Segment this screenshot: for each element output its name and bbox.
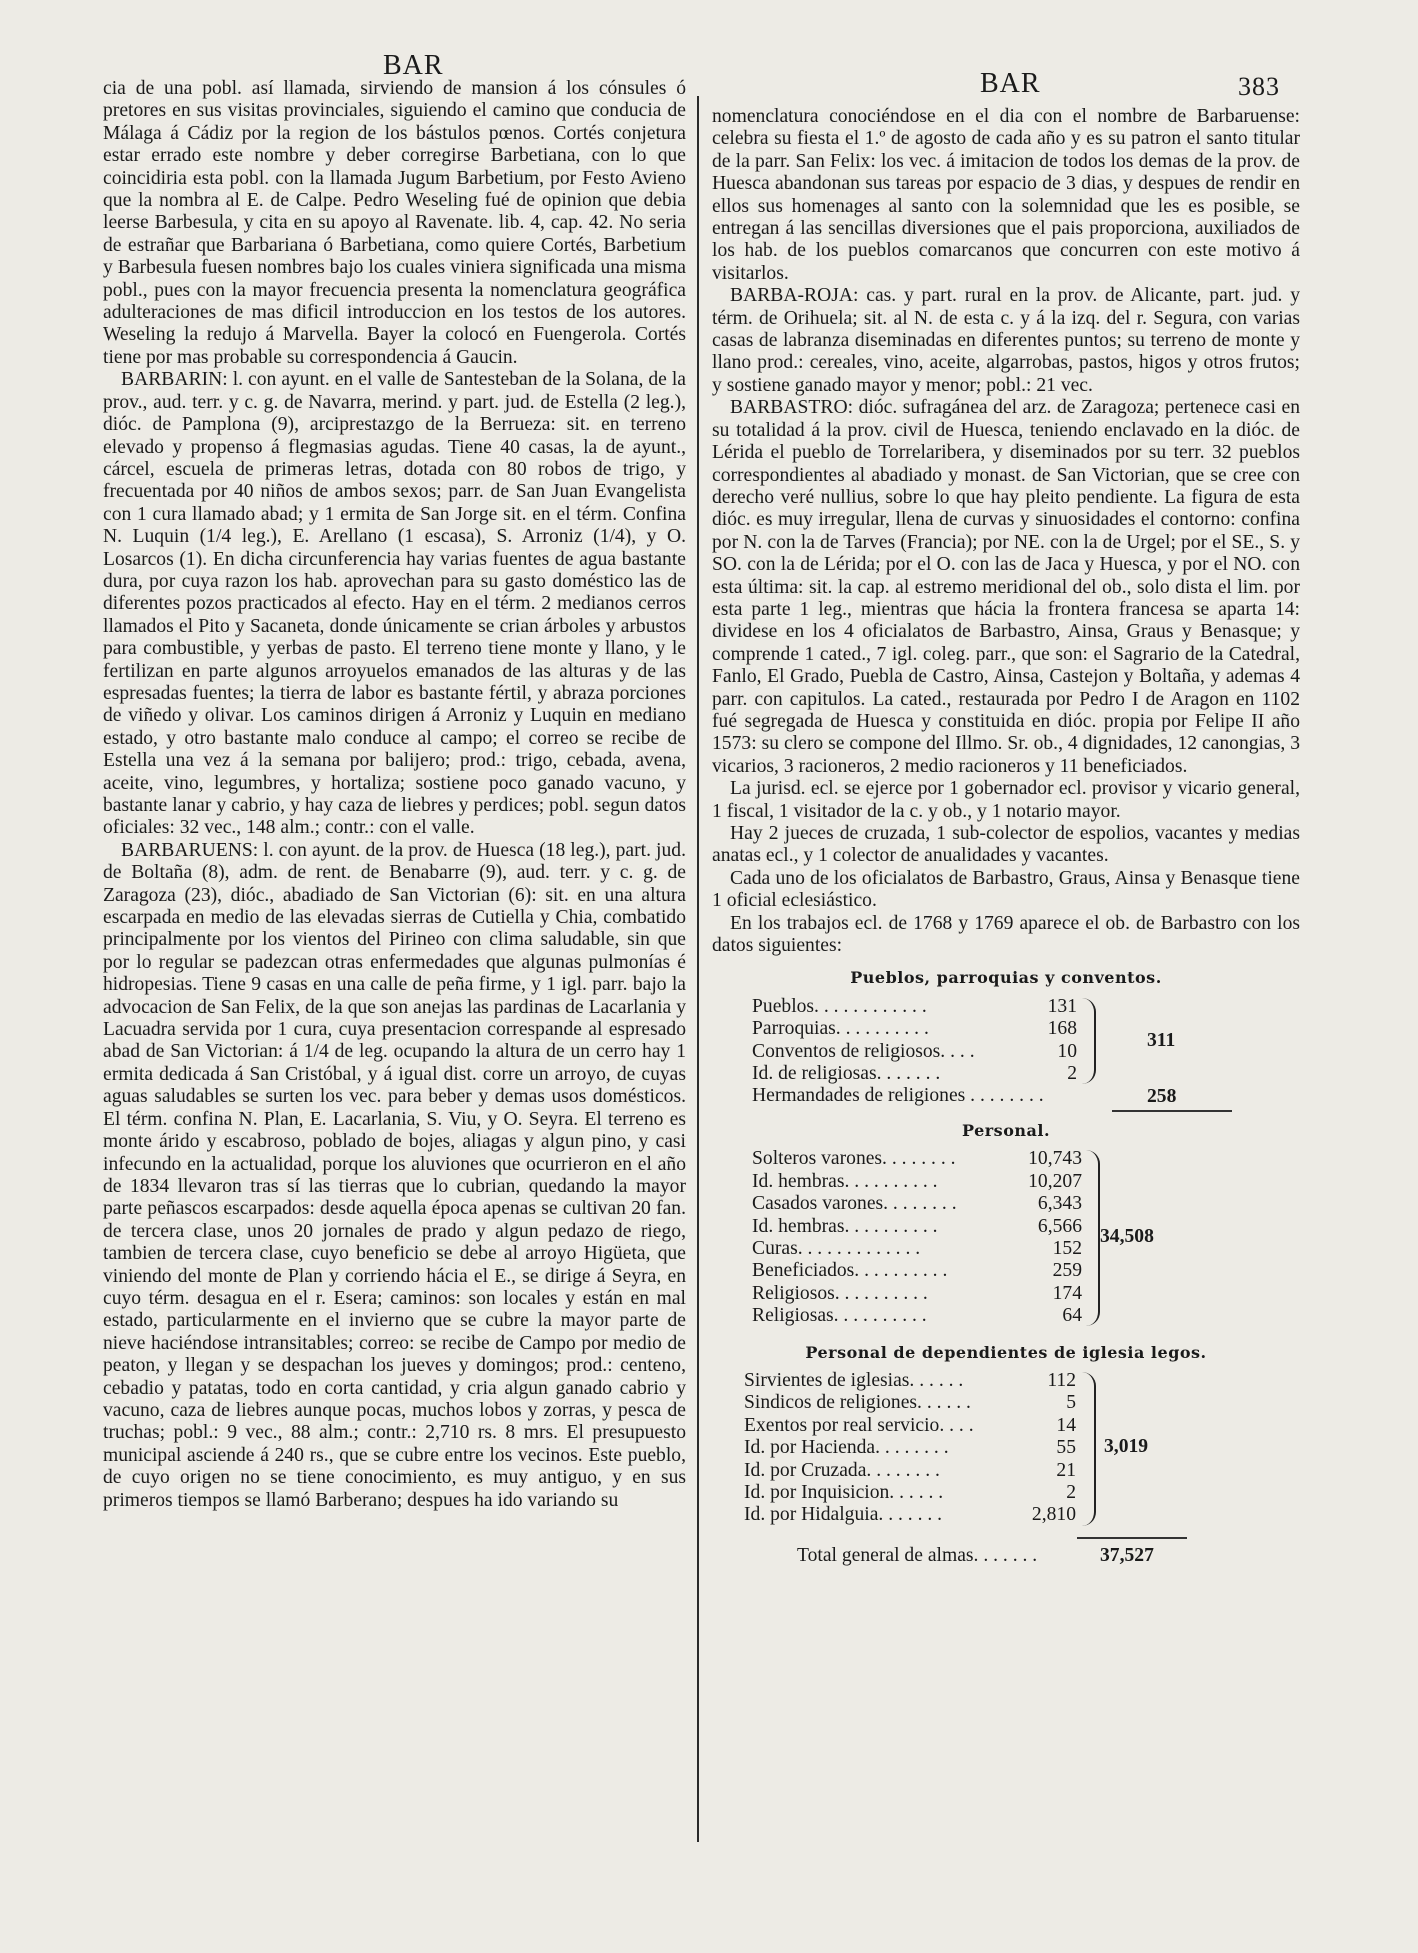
- table-row: [752, 1283, 1292, 1305]
- row-label: Hermandades de religiones . . . . . . . .: [752, 1085, 1044, 1107]
- row-value: 174: [1052, 1282, 1082, 1304]
- table-row: [744, 1392, 1284, 1414]
- table-row: [752, 1216, 1292, 1238]
- row-value: 6,343: [1037, 1193, 1082, 1215]
- column-divider: [697, 96, 699, 1842]
- page-number: 383: [1238, 72, 1280, 101]
- right-paragraph: BARBA-ROJA: cas. y part. rural en la prov. de Alicante, part. jud. y térm. de Orihuela; sit. al N. de esta c. y á la izq. del r. Segura, con varias casas de labranza diseminadas en diferentes puntos; su terreno de monte y llano prod.: cereales, vino, aceite, algarrobas, pastos, higos y otros frutos; y sostiene ganado mayor y menor; pobl.: 21 vec.: [712, 285, 1300, 396]
- right-paragraph: En los trabajos ecl. de 1768 y 1769 aparece el ob. de Barbastro con los datos siguientes:: [712, 912, 1300, 957]
- table-row: [752, 1063, 1272, 1085]
- table-row: [744, 1370, 1284, 1392]
- left-column: [103, 78, 686, 1512]
- row-value: [1022, 1085, 1077, 1107]
- row-label: Beneficiados. . . . . . . . . .: [752, 1260, 948, 1282]
- row-label: Curas. . . . . . . . . . . . .: [752, 1237, 921, 1259]
- row-value: 152: [1052, 1237, 1082, 1259]
- brace-personal: [1084, 1150, 1100, 1326]
- table-dependientes: [744, 1370, 1284, 1527]
- row-value: 21: [1056, 1459, 1076, 1481]
- row-label: Religiosos. . . . . . . . . .: [752, 1282, 928, 1304]
- row-value: 2: [1067, 1063, 1077, 1085]
- table-row: [752, 1238, 1292, 1260]
- table-row: [744, 1482, 1284, 1504]
- table-personal: [752, 1148, 1292, 1327]
- table-row: [752, 1260, 1292, 1282]
- table-row: [744, 1437, 1284, 1459]
- right-paragraph: Hay 2 jueces de cruzada, 1 sub-colector de espolios, vacantes y medias anatas ecl., y 1 colector de anualidades y vacantes.: [712, 823, 1300, 867]
- row-value: 131: [1047, 995, 1077, 1017]
- row-value: 10: [1057, 1040, 1077, 1062]
- grand-total-row: [712, 1537, 1300, 1571]
- brace-pueblos: [1082, 998, 1096, 1084]
- grand-total-value: 37,527: [1100, 1544, 1154, 1566]
- brace-dependientes: [1080, 1372, 1096, 1526]
- row-value: 168: [1047, 1018, 1077, 1040]
- table-pueblos: [752, 996, 1272, 1108]
- running-head-left: BAR: [383, 50, 444, 81]
- row-value: 64: [1062, 1305, 1082, 1327]
- left-paragraph: BARBARIN: l. con ayunt. en el valle de Santesteban de la Solana, de la prov., aud. terr. y c. g. de Navarra, merind. y part. jud. de Estella (2 leg.), dióc. de Pamplona (9), arciprestazgo de la Berrueza: sit. en terreno elevado y propenso á flegmasias agudas. Tiene 40 casas, la de ayunt., cárcel, escuela de primeras letras, dotada con 80 robos de trigo, y frecuentada por 40 niños de ambos sexos; parr. de San Juan Evangelista con 1 cura llamado abad; y 1 ermita de San Jorge sit. en el térm. Confina N. Luquin (1/4 leg.), E. Arellano (1 escasa), S. Arroniz (1/4), y O. Losarcos (1). En dicha circunferencia hay varias fuentes de agua bastante dura, por cuya razon los hab. aprovechan para su gasto doméstico las de diferentes pozos practicados al efecto. Hay en el térm. 2 medianos cerros llamados el Pito y Sacaneta, donde únicamente se crian árboles y arbustos para combustible, y yerbas de pasto. El terreno tiene monte y llano, y le fertilizan en parte algunos arroyuelos emanados de las alturas y de las espresadas fuentes; la tierra de labor es bastante fértil, y abraza porciones de viñedo y olivar. Los caminos dirigen á Arroniz y Luquin en mediano estado, y otro bastante malo conduce al campo; el correo se recibe de Estella una vez á la semana por balijero; prod.: trigo, cebada, avena, aceite, vino, legumbres, y hortaliza; sostiene poco ganado vacuno, y bastante lanar y cabrio, y hay caza de liebres y perdices; pobl. segun datos oficiales: 32 vec., 148 alm.; contr.: con el valle.: [103, 369, 686, 839]
- row-value: 112: [1047, 1369, 1076, 1391]
- table-row: [752, 1041, 1272, 1063]
- row-label: Solteros varones. . . . . . . .: [752, 1148, 956, 1170]
- table-row: [744, 1415, 1284, 1437]
- total-personal: 34,508: [1100, 1226, 1154, 1248]
- row-value: 5: [1066, 1392, 1076, 1414]
- table-row: [752, 996, 1272, 1018]
- table-row: [752, 1018, 1272, 1040]
- running-head-right: BAR: [980, 68, 1041, 99]
- table-row: [752, 1305, 1292, 1327]
- table-row: [752, 1085, 1272, 1107]
- row-value: 14: [1056, 1414, 1076, 1436]
- grand-total-label: Total general de almas. . . . . . .: [797, 1544, 1038, 1566]
- total-dependientes: 3,019: [1104, 1435, 1149, 1457]
- row-value: 10,743: [1028, 1148, 1082, 1170]
- row-label: Id. por Cruzada. . . . . . . .: [744, 1459, 940, 1481]
- total-hermandades: 258: [1147, 1085, 1177, 1107]
- table-title-dependientes: Personal de dependientes de iglesia legos.: [805, 1342, 1207, 1362]
- row-label: Conventos de religiosos. . . .: [752, 1040, 975, 1062]
- table-title-pueblos: Pueblos, parroquias y conventos.: [850, 968, 1162, 988]
- right-column-paragraphs: [712, 106, 1300, 957]
- row-label: Exentos por real servicio. . . .: [744, 1414, 974, 1436]
- total-pueblos: 311: [1147, 1029, 1176, 1051]
- row-label: Religiosas. . . . . . . . . .: [752, 1305, 927, 1327]
- table-row: [752, 1148, 1292, 1170]
- left-paragraph: BARBARUENS: l. con ayunt. de la prov. de Huesca (18 leg.), part. jud. de Boltaña (8), adm. de rent. de Benabarre (9), aud. terr. y c. g. de Zaragoza (23), dióc., abadiado de San Victorian (6): sit. en una altura escarpada en medio de las elevadas sierras de Cutiella y Chia, combatido principalmente por los vientos del Pirineo con clima saludable, sin que por lo regular se padezcan otras enfermedades que algunas pulmonías é hidropesias. Tiene 9 casas en una calle de peña firme, y 1 igl. parr. bajo la advocacion de San Felix, de la que son anejas las pardinas de Lacarlania y Lacuadra servida por 1 cura, cuya presentacion correspande al espresado abad de San Victorian: á 1/4 de leg. ocupando la altura de un cerro hay 1 ermita dedicada á San Cristóbal, y á igual dist. corre un arroyo, de cuyas aguas saludables se surten los vec. para beber y demas usos domésticos. El térm. confina N. Plan, E. Lacarlania, S. Viu, y O. Seyra. El terreno es monte árido y escabroso, poblado de bojes, aliagas y algun pino, y casi infecundo en la actualidad, porque los aluviones que ocurrieron en el año de 1834 llevaron tras sí las tierras que lo cubrian, quedando la mayor parte peñascos escarpados: desde aquella época apenas se cultivan 20 fan. de tercera clase, unos 20 jornales de prado y algun pedazo de riego, tambien de tercera clase, cuyo beneficio se debe al arroyo Higüeta, que viniendo del monte de Plan y corriendo hácia el E., se dirige á Seyra, en cuyo térm. desagua en el r. Esera; caminos: son locales y están en mal estado, particularmente en el invierno que se cubre la mayor parte de nieve haciéndose intransitables; correo: se recibe de Campo por medio de peaton, y llegan y se despachan los jueves y domingos; prod.: centeno, cebadio y patatas, todo en corta cantidad, y cria algun ganado cabrio y vacuno, caza de liebres aunque pocas, muchos lobos y zorras, y pesca de truchas; pobl.: 9 vec., 88 alm.; contr.: 2,710 rs. 8 mrs. El presupuesto municipal asciende á 240 rs., que se cubre entre los vecinos. Este pueblo, de cuyo origen no se tiene conocimiento, es muy antiguo, y en sus primeros tiempos se llamó Barberano; despues ha ido variando su: [103, 839, 686, 1511]
- row-value: 2: [1066, 1481, 1076, 1503]
- right-column: [712, 106, 1300, 1571]
- row-label: Id. hembras. . . . . . . . . .: [752, 1170, 938, 1192]
- row-label: Pueblos. . . . . . . . . . . .: [752, 995, 927, 1017]
- row-value: 10,207: [1028, 1170, 1082, 1192]
- table-row: [752, 1171, 1292, 1193]
- row-label: Parroquias. . . . . . . . . .: [752, 1018, 929, 1040]
- right-paragraph: Cada uno de los oficialatos de Barbastro, Graus, Ainsa y Benasque tiene 1 oficial eclesiástico.: [712, 867, 1300, 912]
- row-value: 55: [1056, 1437, 1076, 1459]
- table-rule: [1112, 1110, 1232, 1112]
- right-paragraph: nomenclatura conociéndose en el dia con el nombre de Barbaruense: celebra su fiesta el 1.º de agosto de cada año y es su patron el santo titular de la parr. San Felix: los vec. á imitacion de todos los demas de la prov. de Huesca abandonan sus tareas por espacio de 3 dias, y despues de rendir en ellos sus homenages al santo con la solemnidad que les es posible, se entregan á las sencillas diversiones que el pais proporciona, auxiliados de los hab. de los pueblos comarcanos que concurren con este motivo á visitarlos.: [712, 106, 1300, 284]
- table-row: [744, 1460, 1284, 1482]
- row-value: 6,566: [1037, 1215, 1082, 1237]
- row-label: Id. por Hacienda. . . . . . . .: [744, 1437, 949, 1459]
- row-label: Id. hembras. . . . . . . . . .: [752, 1215, 938, 1237]
- table-row: [744, 1504, 1284, 1526]
- table-title-personal: Personal.: [961, 1120, 1051, 1140]
- right-paragraph: BARBASTRO: dióc. sufragánea del arz. de Zaragoza; pertenece casi en su totalidad á la prov. civil de Huesca, teniendo enclavado en la dióc. de Lérida el pueblo de Torrelaribera, y diseminados por su terr. 32 pueblos correspondientes al abadiado y monast. de San Victorian, que se cree con derecho veré nullius, sobre lo que hay pleito pendiente. La figura de esta dióc. es muy irregular, llena de curvas y sinuosidades el contorno: confina por N. con la de Tarves (Francia); por NE. con la de Urgel; por el SE., S. y SO. con la de Lérida; por el O. con las de Jaca y Huesca, y por el NO. con esta última: sit. la cap. al estremo meridional del ob., solo dista el lim. por esta parte 1 leg., mientras que hácia la frontera francesa se aparta 14: dividese en los 4 oficialatos de Barbastro, Ainsa, Graus y Benasque; y comprende 1 cated., 7 igl. coleg. parr., que son: el Sagrario de la Catedral, Fanlo, El Grado, Puebla de Castro, Ainsa, Castejon y Boltaña, y ademas 4 parr. con capitulos. La cated., restaurada por Pedro I de Aragon en 1102 fué segregada de Huesca y constituida en dióc. propia por Felipe II año 1573: su clero se compone del Illmo. Sr. ob., 4 dignidades, 12 canongias, 3 vicarios, 3 racioneros, 2 medio racioneros y 11 beneficiados.: [712, 397, 1300, 777]
- row-label: Casados varones. . . . . . . .: [752, 1193, 957, 1215]
- row-label: Sirvientes de iglesias. . . . . .: [744, 1369, 964, 1391]
- row-value: 2,810: [1031, 1504, 1076, 1526]
- grand-total-rule: [1077, 1537, 1187, 1539]
- left-paragraph: cia de una pobl. así llamada, sirviendo de mansion á los cónsules ó pretores en sus visitas provinciales, siguiendo el camino que conducia de Málaga á Cádiz por la region de los bástulos pœnos. Cortés conjetura estar errado este nombre y deber corregirse Barbetiana, con lo que coincidiria esta pobl. con la llamada Jugum Barbetium, por Festo Avieno que la nombra al E. de Calpe. Pedro Weseling fué de opinion que debia leerse Barbesula, y cita en su apoyo al Ravenate. lib. 4, cap. 42. No seria de estrañar que Barbariana ó Barbetiana, como quiere Cortés, Barbetium y Barbesula fuesen nombres bajo los cuales viniera significada una misma pobl., pues con la mayor frecuencia presenta la nomenclatura geográfica adulteraciones de mas dificil introduccion en los testos de los autores. Weseling la redujo á Marvella. Bayer la colocó en Fuengerola. Cortés tiene por mas probable su correspondencia á Gaucin.: [103, 78, 686, 368]
- row-value: 259: [1052, 1260, 1082, 1282]
- table-row: [752, 1193, 1292, 1215]
- row-label: Id. por Inquisicion. . . . . .: [744, 1481, 944, 1503]
- row-label: Id. de religiosas. . . . . . .: [752, 1063, 941, 1085]
- right-paragraph: La jurisd. ecl. se ejerce por 1 gobernador ecl. provisor y vicario general, 1 fiscal, 1 visitador de la c. y ob., y 1 notario mayor.: [712, 778, 1300, 822]
- row-label: Sindicos de religiones. . . . . .: [744, 1392, 971, 1414]
- row-label: Id. por Hidalguia. . . . . . .: [744, 1504, 943, 1526]
